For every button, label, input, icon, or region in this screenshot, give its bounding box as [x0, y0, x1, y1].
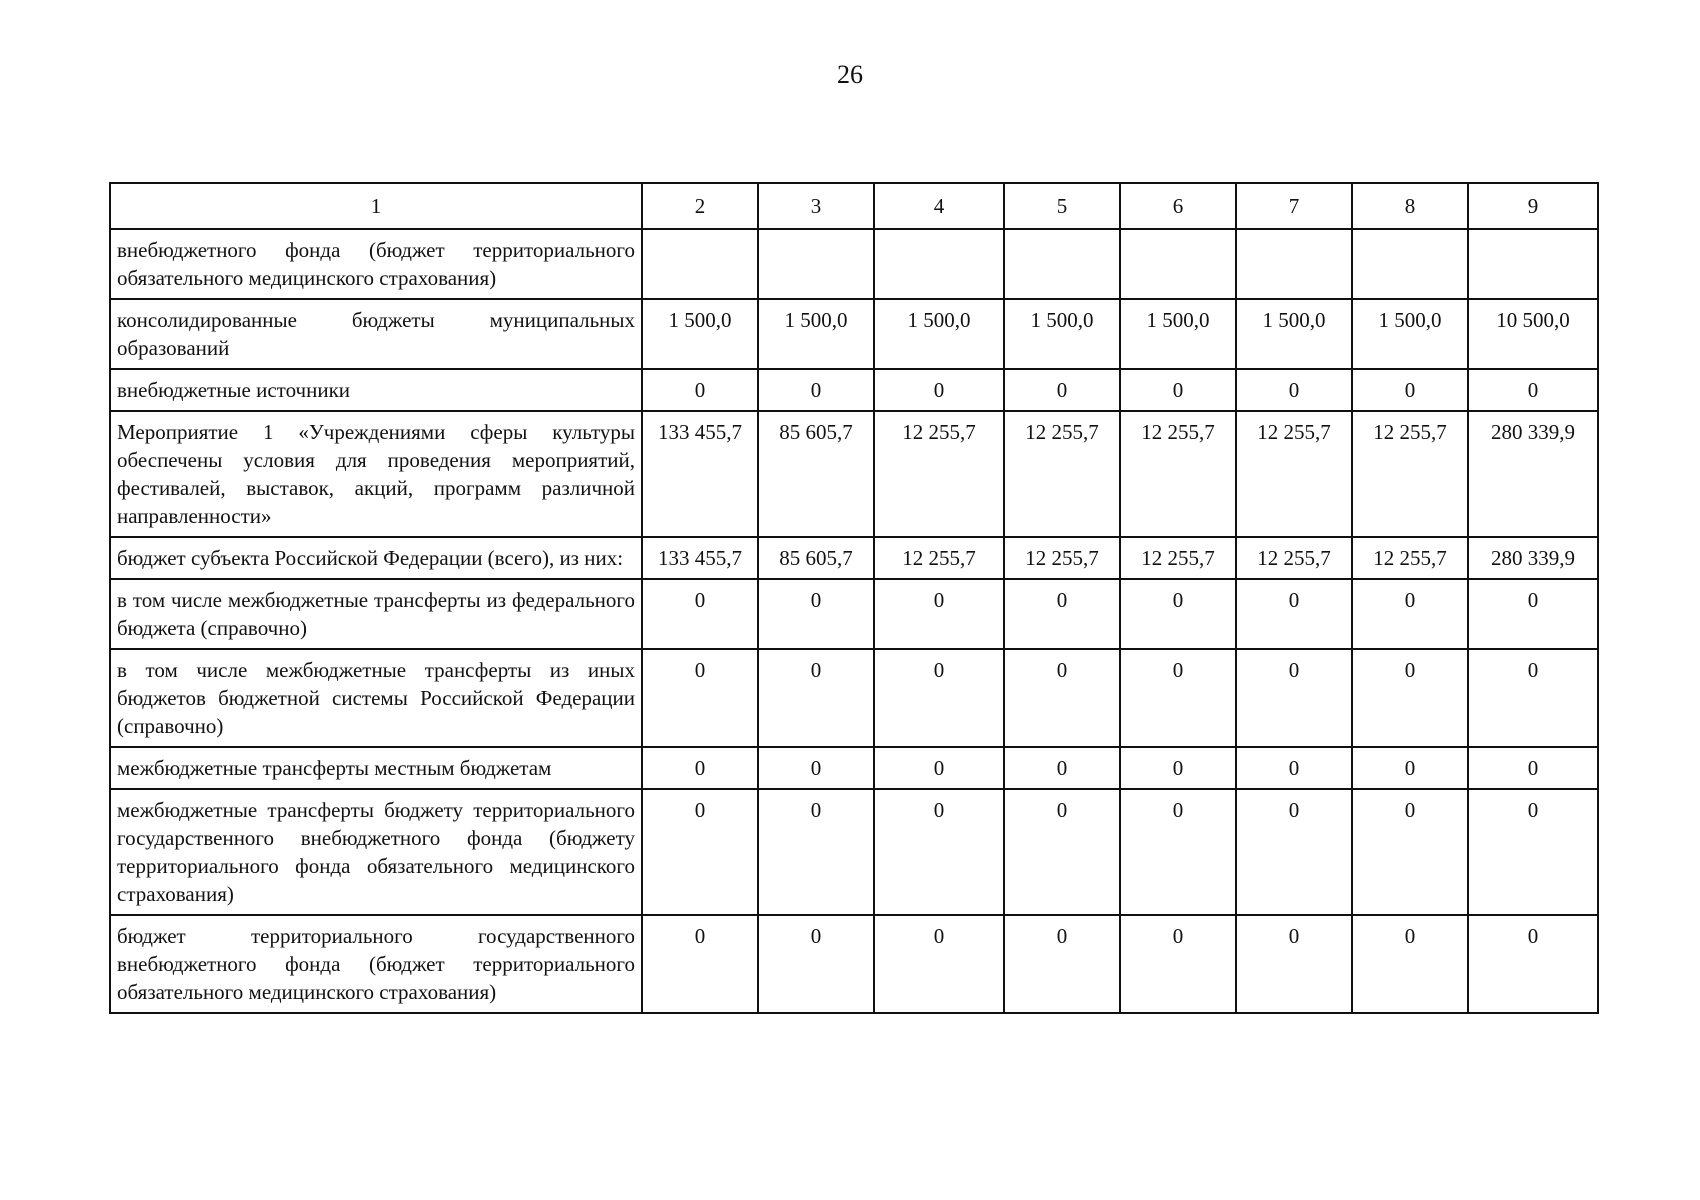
- value-cell: 0: [874, 915, 1004, 1013]
- value-cell: 1 500,0: [758, 299, 874, 369]
- value-cell: 12 255,7: [874, 537, 1004, 579]
- table-row: [110, 411, 1598, 537]
- column-header: 9: [1468, 183, 1598, 229]
- value-cell: [758, 229, 874, 299]
- value-cell: 0: [758, 369, 874, 411]
- value-cell: [1120, 229, 1236, 299]
- value-cell: 280 339,9: [1468, 537, 1598, 579]
- value-cell: 0: [1120, 369, 1236, 411]
- row-label: внебюджетные источники: [110, 369, 642, 411]
- value-cell: [1236, 229, 1352, 299]
- value-cell: 0: [1468, 579, 1598, 649]
- value-cell: 0: [1236, 747, 1352, 789]
- value-cell: 0: [1468, 649, 1598, 747]
- column-header: 1: [110, 183, 642, 229]
- value-cell: 85 605,7: [758, 537, 874, 579]
- table-body: [110, 229, 1598, 1013]
- value-cell: 1 500,0: [874, 299, 1004, 369]
- value-cell: 0: [1236, 789, 1352, 915]
- value-cell: 0: [1236, 369, 1352, 411]
- value-cell: 280 339,9: [1468, 411, 1598, 537]
- value-cell: [874, 229, 1004, 299]
- value-cell: 0: [642, 369, 758, 411]
- row-label: консолидированные бюджеты муниципальных образований: [110, 299, 642, 369]
- row-label: межбюджетные трансферты бюджету территориального государственного внебюджетного фонда (бюджету территориального фонда обязательного медицинского страхования): [110, 789, 642, 915]
- value-cell: 12 255,7: [1120, 411, 1236, 537]
- row-label: в том числе межбюджетные трансферты из иных бюджетов бюджетной системы Российской Федерации (справочно): [110, 649, 642, 747]
- value-cell: 12 255,7: [1004, 411, 1120, 537]
- value-cell: 0: [1352, 579, 1468, 649]
- table-row: [110, 537, 1598, 579]
- value-cell: 0: [642, 649, 758, 747]
- value-cell: 12 255,7: [1236, 411, 1352, 537]
- table-row: [110, 649, 1598, 747]
- value-cell: 0: [1352, 649, 1468, 747]
- value-cell: 0: [1120, 915, 1236, 1013]
- value-cell: 0: [1004, 369, 1120, 411]
- column-header: 8: [1352, 183, 1468, 229]
- page-number: 26: [837, 60, 863, 89]
- value-cell: 0: [642, 579, 758, 649]
- value-cell: 0: [1236, 649, 1352, 747]
- column-header: 4: [874, 183, 1004, 229]
- table-row: [110, 229, 1598, 299]
- value-cell: 12 255,7: [1120, 537, 1236, 579]
- value-cell: 12 255,7: [1352, 411, 1468, 537]
- value-cell: 0: [1236, 579, 1352, 649]
- table-row: [110, 747, 1598, 789]
- value-cell: 0: [1004, 789, 1120, 915]
- value-cell: 0: [758, 649, 874, 747]
- value-cell: 0: [1120, 789, 1236, 915]
- value-cell: 12 255,7: [1004, 537, 1120, 579]
- value-cell: 12 255,7: [874, 411, 1004, 537]
- value-cell: 0: [1352, 747, 1468, 789]
- row-label: Мероприятие 1 «Учреждениями сферы культуры обеспечены условия для проведения мероприятий, фестивалей, выставок, акций, программ различной направленности»: [110, 411, 642, 537]
- column-header: 6: [1120, 183, 1236, 229]
- value-cell: 1 500,0: [1236, 299, 1352, 369]
- table-row: [110, 299, 1598, 369]
- value-cell: 0: [1352, 915, 1468, 1013]
- value-cell: 0: [874, 649, 1004, 747]
- value-cell: 0: [758, 579, 874, 649]
- value-cell: 0: [874, 747, 1004, 789]
- header-row: [110, 183, 1598, 229]
- value-cell: 0: [1120, 649, 1236, 747]
- row-label: межбюджетные трансферты местным бюджетам: [110, 747, 642, 789]
- value-cell: 0: [874, 369, 1004, 411]
- value-cell: 0: [758, 789, 874, 915]
- value-cell: 0: [1468, 747, 1598, 789]
- budget-table: [109, 182, 1599, 1014]
- value-cell: [1352, 229, 1468, 299]
- column-header: 2: [642, 183, 758, 229]
- value-cell: 0: [1004, 579, 1120, 649]
- value-cell: 133 455,7: [642, 411, 758, 537]
- value-cell: [1004, 229, 1120, 299]
- value-cell: 133 455,7: [642, 537, 758, 579]
- value-cell: 0: [1004, 915, 1120, 1013]
- value-cell: 10 500,0: [1468, 299, 1598, 369]
- value-cell: 1 500,0: [1004, 299, 1120, 369]
- value-cell: 0: [1352, 789, 1468, 915]
- value-cell: 12 255,7: [1236, 537, 1352, 579]
- table-row: [110, 789, 1598, 915]
- value-cell: 12 255,7: [1352, 537, 1468, 579]
- row-label: в том числе межбюджетные трансферты из федерального бюджета (справочно): [110, 579, 642, 649]
- value-cell: [1468, 229, 1598, 299]
- value-cell: 0: [1004, 747, 1120, 789]
- value-cell: 0: [642, 747, 758, 789]
- value-cell: 1 500,0: [1120, 299, 1236, 369]
- value-cell: 0: [1468, 915, 1598, 1013]
- value-cell: 0: [758, 747, 874, 789]
- value-cell: 0: [642, 915, 758, 1013]
- value-cell: 0: [874, 579, 1004, 649]
- value-cell: 0: [874, 789, 1004, 915]
- column-header: 7: [1236, 183, 1352, 229]
- value-cell: 0: [1120, 579, 1236, 649]
- value-cell: 0: [1120, 747, 1236, 789]
- column-header: 3: [758, 183, 874, 229]
- row-label: бюджет территориального государственного внебюджетного фонда (бюджет территориального обязательного медицинского страхования): [110, 915, 642, 1013]
- value-cell: 85 605,7: [758, 411, 874, 537]
- value-cell: 0: [1468, 789, 1598, 915]
- value-cell: 1 500,0: [642, 299, 758, 369]
- row-label: внебюджетного фонда (бюджет территориального обязательного медицинского страхования): [110, 229, 642, 299]
- table-row: [110, 579, 1598, 649]
- value-cell: 0: [758, 915, 874, 1013]
- column-header: 5: [1004, 183, 1120, 229]
- value-cell: [642, 229, 758, 299]
- table-row: [110, 369, 1598, 411]
- value-cell: 0: [1352, 369, 1468, 411]
- value-cell: 0: [642, 789, 758, 915]
- value-cell: 0: [1468, 369, 1598, 411]
- row-label: бюджет субъекта Российской Федерации (всего), из них:: [110, 537, 642, 579]
- value-cell: 0: [1004, 649, 1120, 747]
- table-row: [110, 915, 1598, 1013]
- value-cell: 0: [1236, 915, 1352, 1013]
- value-cell: 1 500,0: [1352, 299, 1468, 369]
